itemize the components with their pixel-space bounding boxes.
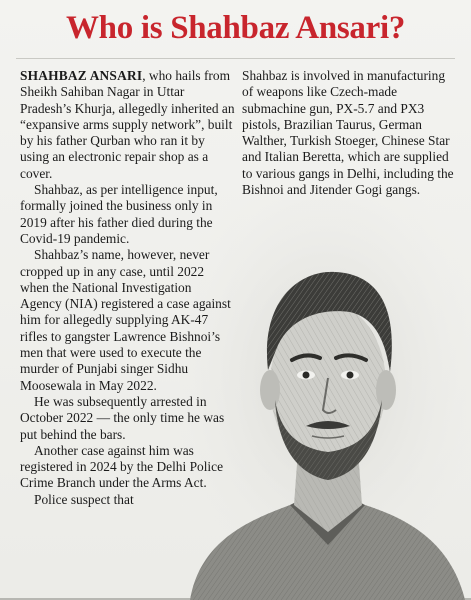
paragraph-2: Shahbaz, as per intelligence input, formally joined the business only in 2019 after his father died during the Covid-19 pandemic. [20, 182, 218, 246]
paragraph-1-text: , who hails from Sheikh Sahiban Nagar in Uttar Pradesh’s Khurja, allegedly inherited an “expansive arms supply network”, built by his father Qurban who ran it by using an electronic repair shop as a cover. [20, 68, 235, 181]
right-column [242, 68, 454, 198]
left-column [20, 68, 235, 508]
title-divider [16, 58, 455, 59]
paragraph-1 [20, 68, 235, 182]
paragraph-6: Police suspect that [34, 491, 134, 507]
article-title: Who is Shahbaz Ansari? [65, 10, 406, 46]
lead-name: SHAHBAZ ANSARI [20, 68, 143, 83]
right-paragraph-1: Shahbaz is involved in manufacturing of weapons like Czech-made submachine gun, PX-5.7 and PX3 pistols, Brazilian Taurus, German Walther, Turkish Stoeger, Chinese Star and Italian Beretta, which are supplied to various gangs in Delhi, including the Bishnoi and Jitender Gogi gangs. [242, 68, 454, 198]
paragraph-3: Shahbaz’s name, however, never cropped up in any case, until 2022 when the National Investigation Agency (NIA) registered a case against him for allegedly supplying AK-47 rifles to gangster Lawrence Bishnoi’s men that were used to execute the murder of Punjabi singer Sidhu Moosewala in May 2022. [20, 247, 231, 393]
paragraph-4: He was subsequently arrested in October 2022 — the only time he was put behind the bars. [20, 393, 225, 442]
paragraph-5: Another case against him was registered in 2024 by the Delhi Police Crime Branch under the Arms Act. [20, 442, 224, 491]
